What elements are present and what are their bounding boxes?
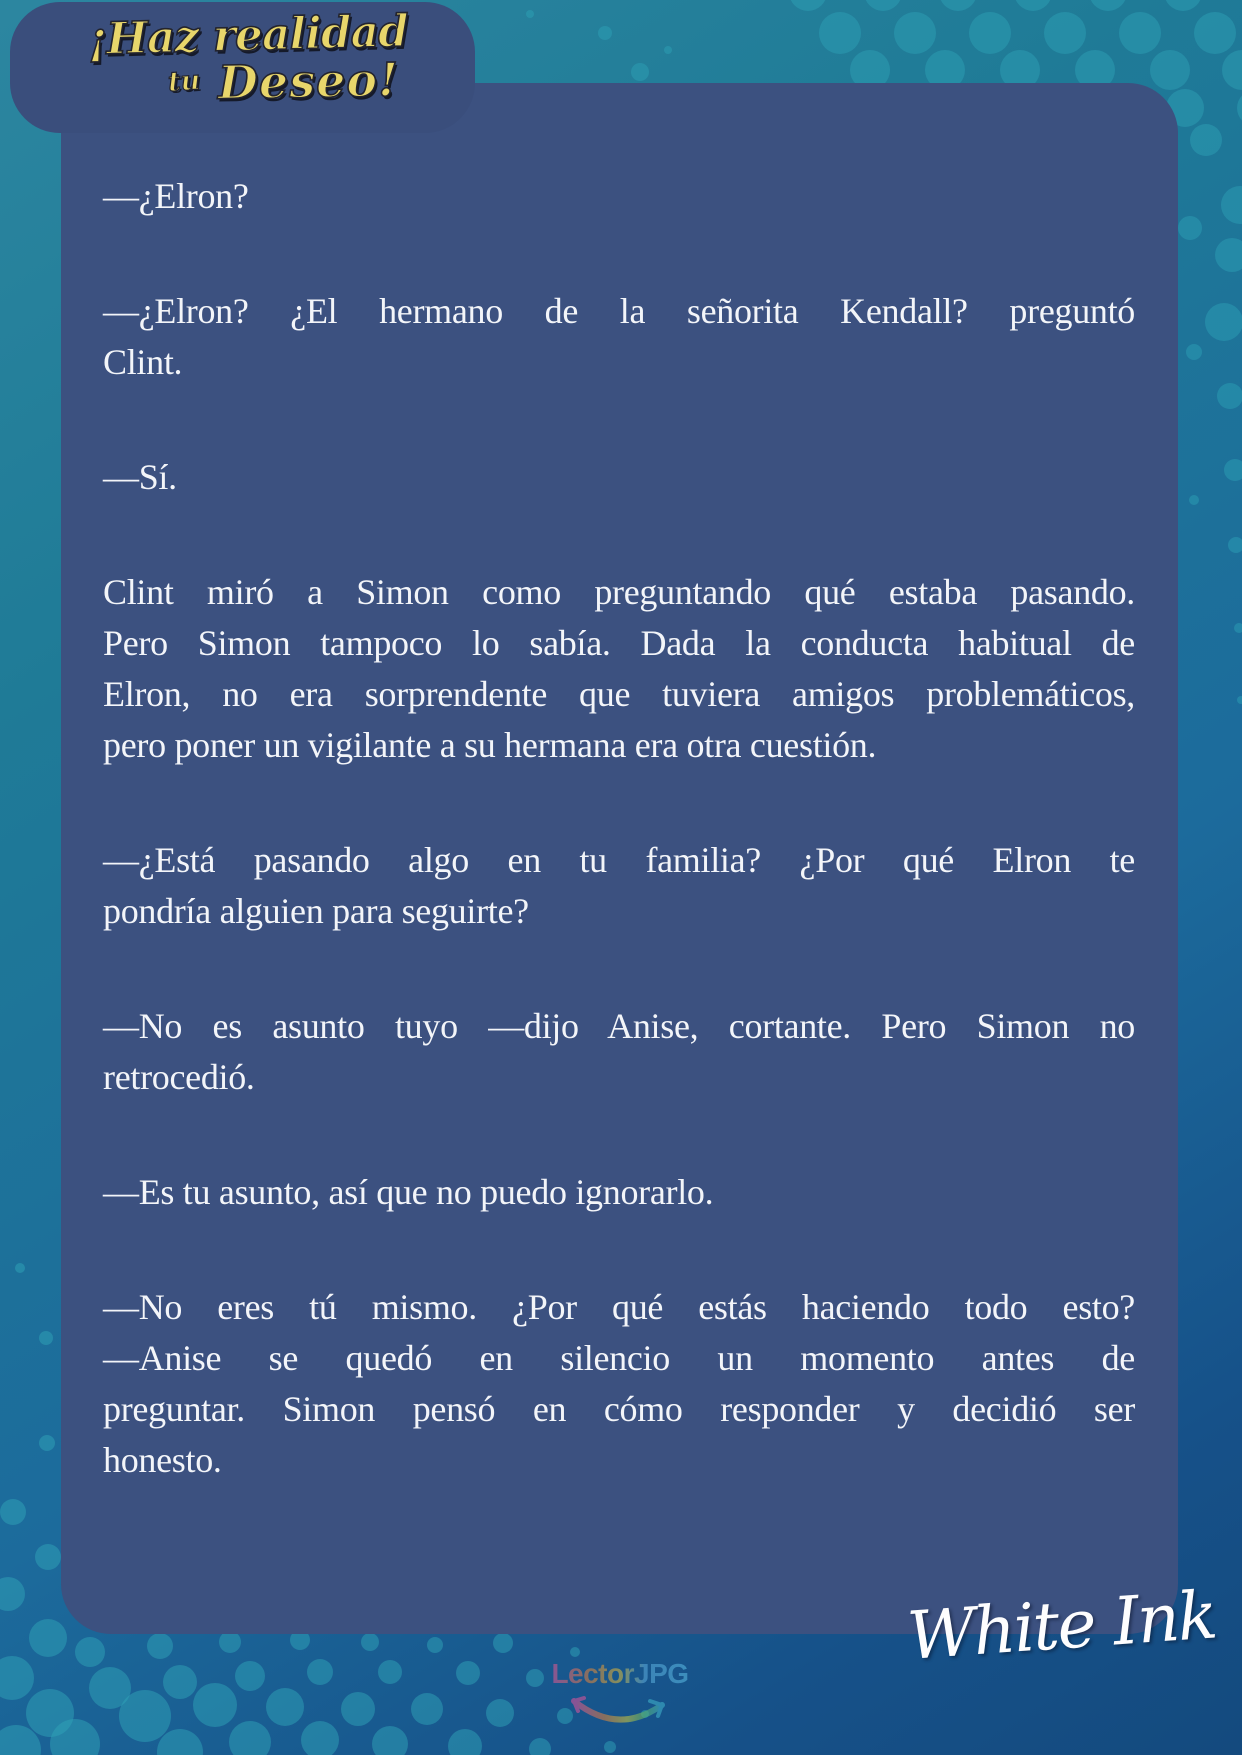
text-line: —¿Elron? ¿El hermano de la señorita Kendall? preguntó <box>103 291 1135 331</box>
text-line: —Anise se quedó en silencio un momento antes de <box>103 1338 1135 1378</box>
text-line: —¿Está pasando algo en tu familia? ¿Por qué Elron te <box>103 840 1135 880</box>
text-line: —Sí. <box>103 457 177 497</box>
smile-arrow-icon <box>560 1692 680 1732</box>
lectorjpg-watermark <box>540 1658 700 1732</box>
logo-line-1: ¡Haz realidad <box>87 5 409 66</box>
lectorjpg-watermark-text: LectorJPG <box>551 1658 689 1689</box>
paragraph <box>103 567 1135 771</box>
logo-line-3: Deseo! <box>217 52 400 110</box>
text-line: —Es tu asunto, así que no puedo ignorarlo. <box>103 1172 714 1212</box>
paragraph <box>103 452 1135 503</box>
text-line: pondría alguien para seguirte? <box>103 891 529 931</box>
paragraph <box>103 286 1135 388</box>
text-line: —No es asunto tuyo —dijo Anise, cortante. Pero Simon no <box>103 1006 1135 1046</box>
paragraph <box>103 1282 1135 1486</box>
text-card <box>61 83 1178 1634</box>
paragraph <box>103 171 1135 222</box>
white-ink-signature: White Ink <box>905 1576 1219 1675</box>
text-line: Clint. <box>103 342 183 382</box>
text-line: pero poner un vigilante a su hermana era otra cuestión. <box>103 725 877 765</box>
text-line: —No eres tú mismo. ¿Por qué estás haciendo todo esto? <box>103 1287 1135 1327</box>
text-line: Pero Simon tampoco lo sabía. Dada la conducta habitual de <box>103 623 1135 663</box>
text-line: Elron, no era sorprendente que tuviera amigos problemáticos, <box>103 674 1135 714</box>
text-line: Clint miró a Simon como preguntando qué estaba pasando. <box>103 572 1135 612</box>
text-line: honesto. <box>103 1440 222 1480</box>
text-line: preguntar. Simon pensó en cómo responder y decidió ser <box>103 1389 1135 1429</box>
paragraph <box>103 1001 1135 1103</box>
haz-realidad-tu-deseo-logo <box>10 2 475 133</box>
text-line: retrocedió. <box>103 1057 255 1097</box>
logo-line-2: tu <box>166 64 202 99</box>
paragraph <box>103 835 1135 937</box>
logo-bubble <box>10 2 475 133</box>
paragraph <box>103 1167 1135 1218</box>
text-line: —¿Elron? <box>103 176 249 216</box>
